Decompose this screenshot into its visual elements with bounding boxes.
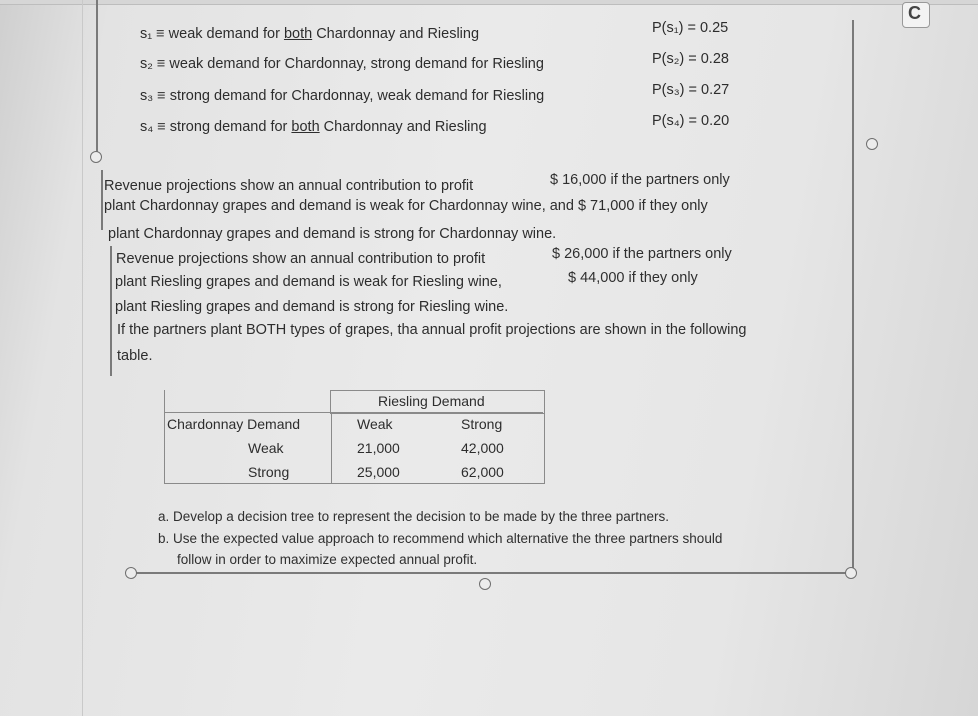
prob-3: P(s₃) = 0.27	[652, 82, 730, 98]
para-line-4: Revenue projections show an annual contribution to profit	[116, 251, 486, 267]
para-line-7: If the partners plant BOTH types of grapes, tha annual profit projections are shown in the following	[117, 322, 747, 338]
para-line-5: plant Riesling grapes and demand is weak for Riesling wine,	[115, 274, 502, 290]
para-line-1: Revenue projections show an annual contribution to profit	[104, 178, 474, 194]
resize-handle-bottom-left[interactable]	[125, 567, 137, 579]
table-divider	[164, 412, 543, 413]
para-line-2: plant Chardonnay grapes and demand is weak for Chardonnay wine, and $ 71,000 if they only	[104, 198, 708, 214]
table-cell: 62,000	[461, 464, 504, 480]
resize-handle-bottom-mid[interactable]	[479, 578, 491, 590]
state-3: s₃ ≡ strong demand for Chardonnay, weak demand for Riesling	[140, 88, 545, 104]
amount-2: $ 26,000 if the partners only	[552, 246, 732, 262]
table-row-header: Chardonnay Demand	[167, 416, 301, 432]
state-4: s₄ ≡ strong demand for both Chardonnay and Riesling	[140, 119, 487, 135]
prob-4: P(s₄) = 0.20	[652, 113, 730, 129]
box-left-mid	[101, 170, 103, 230]
table-row-label: Strong	[248, 464, 290, 480]
prob-2: P(s₂) = 0.28	[652, 51, 729, 67]
resize-handle-bottom-right[interactable]	[845, 567, 857, 579]
table-row-label: Weak	[248, 440, 284, 456]
table-top-header: Riesling Demand	[378, 393, 485, 409]
table-cell: 21,000	[357, 440, 400, 456]
amount-1: $ 16,000 if the partners only	[550, 172, 730, 188]
resize-handle-right-mid[interactable]	[866, 138, 878, 150]
state-2: s₂ ≡ weak demand for Chardonnay, strong demand for Riesling	[140, 56, 544, 72]
question-b: b. Use the expected value approach to recommend which alternative the three partners should	[158, 531, 723, 546]
table-cell: 25,000	[357, 464, 400, 480]
box-right	[852, 20, 854, 572]
para-line-8: table.	[117, 348, 153, 364]
question-a: a. Develop a decision tree to represent the decision to be made by the three partners.	[158, 509, 670, 524]
table-cell: 42,000	[461, 440, 504, 456]
box-left-lower	[110, 246, 112, 376]
para-line-3: plant Chardonnay grapes and demand is strong for Chardonnay wine.	[108, 226, 557, 242]
format-icon[interactable]: C	[902, 2, 930, 28]
resize-handle-left[interactable]	[90, 151, 102, 163]
table-col-weak: Weak	[357, 416, 393, 432]
box-left-upper	[96, 0, 98, 156]
para-line-6: plant Riesling grapes and demand is strong for Riesling wine.	[115, 299, 509, 315]
page-edge	[82, 0, 83, 716]
question-b-cont: follow in order to maximize expected annual profit.	[177, 552, 478, 567]
ruler	[0, 0, 978, 5]
prob-1: P(s₁) = 0.25	[652, 20, 729, 36]
table-col-strong: Strong	[461, 416, 503, 432]
state-1: s₁ ≡ weak demand for both Chardonnay and Riesling	[140, 26, 480, 42]
amount-3: $ 44,000 if they only	[568, 270, 698, 286]
box-bottom	[130, 572, 852, 574]
